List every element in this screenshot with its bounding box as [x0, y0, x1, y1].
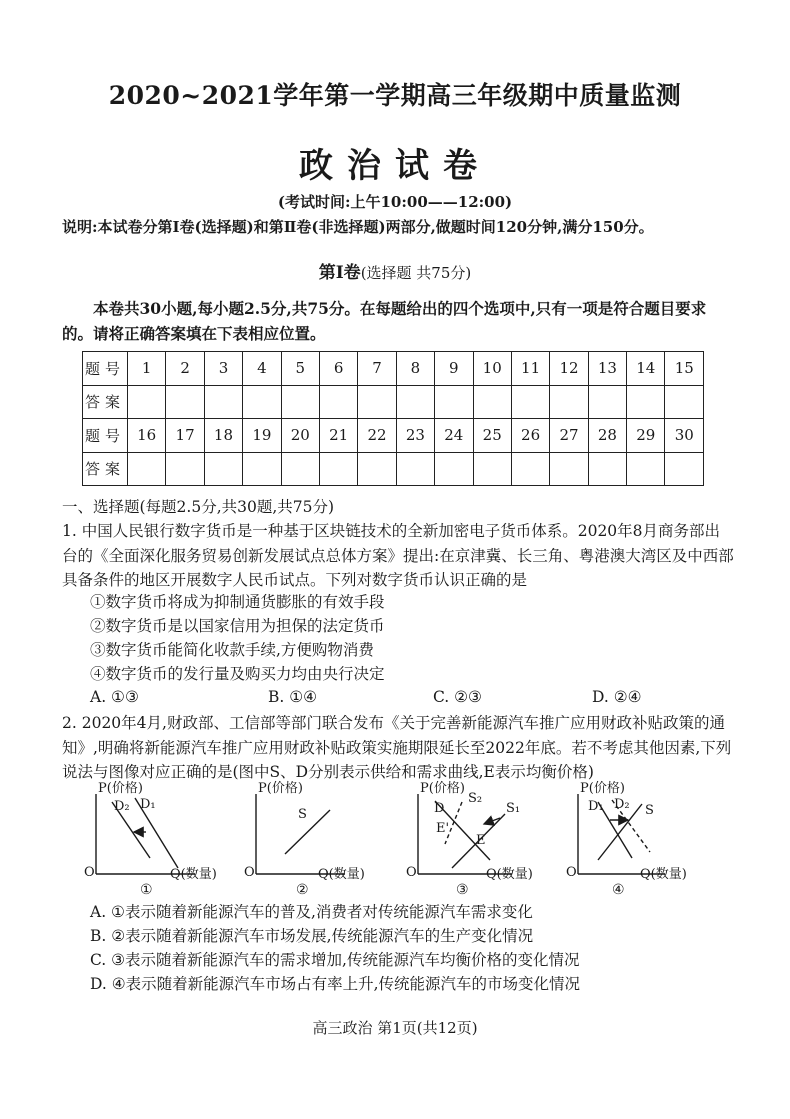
graph3-origin: O [406, 865, 417, 880]
answer-cell[interactable] [550, 385, 588, 419]
graph3-x-label: Q(数量) [486, 867, 533, 882]
table-cell: 5 [281, 352, 319, 386]
graph3-number: ③ [456, 882, 469, 898]
answer-cell[interactable] [243, 452, 281, 486]
volume-title: 第Ⅰ卷 [318, 263, 361, 283]
table-cell: 12 [550, 352, 588, 386]
answer-cell[interactable] [588, 452, 626, 486]
table-cell: 3 [204, 352, 242, 386]
table-cell: 23 [396, 419, 434, 453]
answer-cell[interactable] [281, 385, 319, 419]
answer-cell[interactable] [511, 452, 549, 486]
graph1-d1-label: D₁ [140, 797, 156, 812]
answer-cell[interactable] [204, 452, 242, 486]
answer-cell[interactable] [166, 452, 204, 486]
answer-cell[interactable] [435, 452, 473, 486]
graph4-number: ④ [612, 882, 625, 898]
section-title: 一、选择题(每题2.5分,共30题,共75分) [62, 498, 335, 516]
answer-cell[interactable] [665, 385, 704, 419]
q1-stem: 1. 中国人民银行数字货币是一种基于区块链技术的全新加密电子货币体系。2020年8月商务部出台的《全面深化服务贸易创新发展试点总体方案》提出:在京津冀、长三角、粤港澳大湾区及中西部具备条件的地区开展数字人民币试点。下列对数字货币认识正确的是 [62, 522, 734, 589]
answer-cell[interactable] [665, 452, 704, 486]
graph4-d1-label: D₁ [588, 799, 604, 814]
table-cell: 20 [281, 419, 319, 453]
q1-choice-a[interactable]: A. ①③ [90, 688, 139, 706]
q1-choice-d[interactable]: D. ②④ [592, 688, 642, 706]
answer-cell[interactable] [396, 452, 434, 486]
num-label: 题号 [83, 352, 128, 386]
table-cell: 30 [665, 419, 704, 453]
graph4-d2-label: D₂ [614, 797, 630, 812]
q2-option-b[interactable]: B. ②表示随着新能源汽车市场发展,传统能源汽车的生产变化情况 [90, 927, 534, 945]
exam-title: 2020~2021学年第一学期高三年级期中质量监测 [108, 81, 682, 110]
answer-cell[interactable] [435, 385, 473, 419]
answer-cell[interactable] [550, 452, 588, 486]
table-cell: 22 [358, 419, 396, 453]
table-cell: 16 [128, 419, 166, 453]
table-cell: 24 [435, 419, 473, 453]
table-cell: 21 [319, 419, 357, 453]
graph3-e1-label: E' [436, 821, 450, 836]
graph1-d2-label: D₂ [114, 799, 130, 814]
graph2-axes [256, 794, 345, 874]
answer-cell[interactable] [473, 452, 511, 486]
graph1-number: ① [140, 882, 153, 898]
table-cell: 27 [550, 419, 588, 453]
table-row [83, 419, 704, 453]
exam-description: 说明:本试卷分第Ⅰ卷(选择题)和第Ⅱ卷(非选择题)两部分,做题时间120分钟,满分150分。 [62, 218, 654, 236]
table-cell: 4 [243, 352, 281, 386]
answer-cell[interactable] [627, 385, 665, 419]
q1-choice-b[interactable]: B. ①④ [268, 688, 318, 706]
table-cell: 13 [588, 352, 626, 386]
answer-cell[interactable] [396, 385, 434, 419]
table-cell: 7 [358, 352, 396, 386]
q2-option-a[interactable]: A. ①表示随着新能源汽车的普及,消费者对传统能源汽车需求变化 [90, 903, 533, 921]
table-cell: 29 [627, 419, 665, 453]
answer-cell[interactable] [128, 385, 166, 419]
answer-cell[interactable] [281, 452, 319, 486]
table-cell: 15 [665, 352, 704, 386]
num-label: 题号 [83, 419, 128, 453]
table-row [83, 452, 704, 486]
answer-cell[interactable] [358, 452, 396, 486]
q2-stem: 2. 2020年4月,财政部、工信部等部门联合发布《关于完善新能源汽车推广应用财政补贴政策的通知》,明确将新能源汽车推广应用财政补贴政策实施期限延长至2022年底。若不考虑其他因素,下列说法与图像对应正确的是(图中S、D分别表示供给和需求曲线,E表示均衡价格) [62, 714, 732, 781]
q1-item: ③数字货币能简化收款手续,方便购物消费 [90, 641, 374, 659]
answer-table [82, 351, 704, 486]
graph3-s1-label: S₁ [506, 801, 521, 816]
q2-graphs [0, 776, 790, 900]
graph2-s-curve [285, 810, 330, 854]
answer-cell[interactable] [358, 385, 396, 419]
graph4-y-label: P(价格) [580, 781, 625, 796]
table-cell: 1 [128, 352, 166, 386]
table-cell: 11 [511, 352, 549, 386]
graph1-y-label: P(价格) [98, 781, 143, 796]
graph2-number: ② [296, 882, 309, 898]
table-cell: 25 [473, 419, 511, 453]
answer-cell[interactable] [319, 385, 357, 419]
graph4-origin: O [566, 865, 577, 880]
table-row [83, 352, 704, 386]
graph2-origin: O [244, 865, 255, 880]
page-footer: 高三政治 第1页(共12页) [312, 1019, 478, 1037]
graph2-x-label: Q(数量) [318, 867, 365, 882]
volume-heading [0, 258, 790, 283]
table-cell: 18 [204, 419, 242, 453]
q1-item: ④数字货币的发行量及购买力均由央行决定 [90, 665, 385, 683]
graph3-e-label: E [476, 833, 486, 848]
graph4-x-label: Q(数量) [640, 867, 687, 882]
q2-option-c[interactable]: C. ③表示随着新能源汽车的需求增加,传统能源汽车均衡价格的变化情况 [90, 951, 580, 969]
table-row [83, 385, 704, 419]
graph3-s2-label: S₂ [468, 791, 483, 806]
volume-subtitle: (选择题 共75分) [360, 264, 472, 282]
table-cell: 28 [588, 419, 626, 453]
graph2-y-label: P(价格) [258, 781, 303, 796]
exam-time: (考试时间:上午10:00——12:00) [277, 193, 513, 211]
table-cell: 17 [166, 419, 204, 453]
table-cell: 14 [627, 352, 665, 386]
graph1-origin: O [84, 865, 95, 880]
graph3-y-label: P(价格) [420, 781, 465, 796]
graph3-d-label: D [434, 801, 445, 816]
table-cell: 2 [166, 352, 204, 386]
answer-cell[interactable] [473, 385, 511, 419]
q1-item: ①数字货币将成为抑制通货膨胀的有效手段 [90, 593, 385, 611]
answer-cell[interactable] [243, 385, 281, 419]
answer-cell[interactable] [511, 385, 549, 419]
q1-item: ②数字货币是以国家信用为担保的法定货币 [90, 617, 385, 635]
ans-label: 答案 [83, 385, 128, 419]
answer-cell[interactable] [319, 452, 357, 486]
table-cell: 19 [243, 419, 281, 453]
table-cell: 10 [473, 352, 511, 386]
table-cell: 26 [511, 419, 549, 453]
graph1-x-label: Q(数量) [170, 867, 217, 882]
q1-choice-c[interactable]: C. ②③ [433, 688, 482, 706]
volume-instructions: 本卷共30小题,每小题2.5分,共75分。在每题给出的四个选项中,只有一项是符合题目要求的。请将正确答案填在下表相应位置。 [62, 299, 707, 343]
ans-label: 答案 [83, 452, 128, 486]
answer-cell[interactable] [204, 385, 242, 419]
graph2-s-label: S [298, 807, 307, 822]
table-cell: 6 [319, 352, 357, 386]
q2-option-d[interactable]: D. ④表示随着新能源汽车市场占有率上升,传统能源汽车的市场变化情况 [90, 975, 581, 993]
graph4-s-label: S [645, 803, 654, 818]
subject-title: 政治试卷 [299, 146, 491, 186]
answer-cell[interactable] [128, 452, 166, 486]
table-cell: 9 [435, 352, 473, 386]
answer-cell[interactable] [588, 385, 626, 419]
answer-cell[interactable] [166, 385, 204, 419]
table-cell: 8 [396, 352, 434, 386]
answer-cell[interactable] [627, 452, 665, 486]
